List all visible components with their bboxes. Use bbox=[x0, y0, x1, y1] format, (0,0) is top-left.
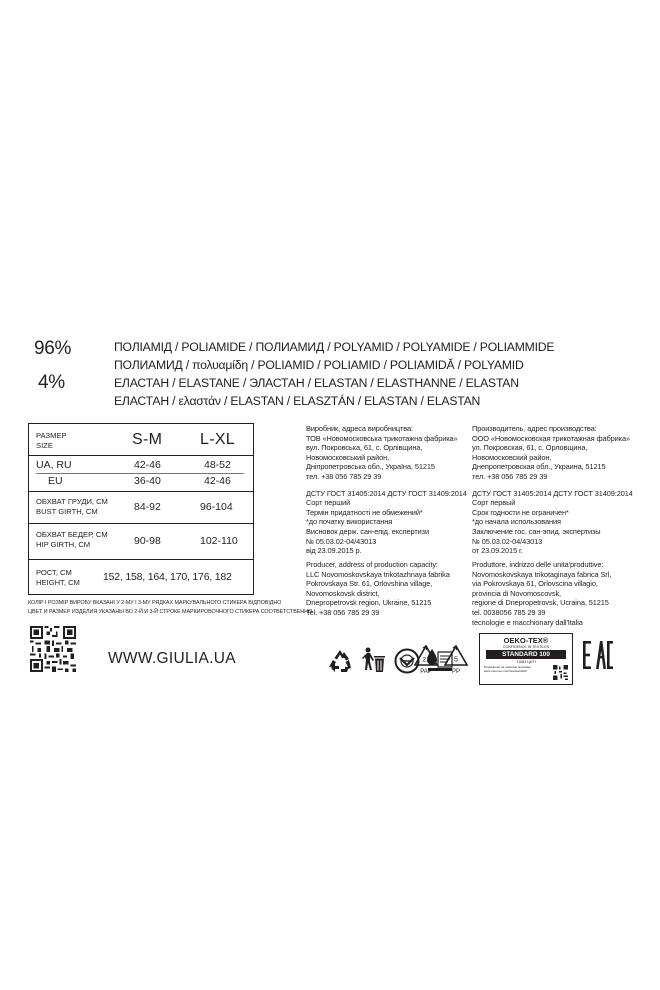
hip-label-ru: ОБХВАТ БЕДЕР, СМ bbox=[36, 530, 108, 539]
height-label-en: HEIGHT, СМ bbox=[36, 578, 80, 587]
producer-it-line: provincia di Novomoscovsk, bbox=[472, 588, 561, 598]
producer-info-en bbox=[306, 560, 481, 618]
bust-value-2: 96-104 bbox=[200, 501, 233, 513]
producer-info-ua bbox=[306, 424, 481, 556]
oeko-tex-number: 71683 ЦНТІ bbox=[516, 660, 536, 664]
size-col-l-xl: L-XL bbox=[200, 431, 235, 448]
ua-ru-value-2: 48-52 bbox=[204, 459, 231, 471]
producer-ru-line: Новомосковский район, bbox=[472, 452, 552, 462]
elastane-percent: 4% bbox=[38, 372, 65, 393]
producer-ua-line: Виробник, адреса виробництва: bbox=[306, 424, 414, 433]
producer-ru-line: Срок годности не ограничен* bbox=[472, 507, 569, 517]
producer-ua-line: Новомосковський район, bbox=[306, 452, 390, 462]
producer-en-line: Producer, address of production capacity: bbox=[306, 560, 438, 569]
producer-ua-line: № 05.03.02-04/43013 bbox=[306, 536, 377, 546]
qr-code-icon[interactable] bbox=[30, 626, 76, 672]
producer-ua-line: Сорт перший bbox=[306, 498, 351, 508]
ua-ru-label: UA, RU bbox=[36, 459, 72, 471]
hip-label-en: HIP GIRTH, СМ bbox=[36, 540, 91, 549]
producer-en-line: Novomoskovsk district, bbox=[306, 588, 380, 598]
height-values: 152, 158, 164, 170, 176, 182 bbox=[103, 571, 232, 583]
size-header-label-en: SIZE bbox=[36, 441, 53, 450]
height-label-ru: РОСТ, СМ bbox=[36, 568, 72, 577]
elastane-names-line-1: ЕЛАСТАН / ELASTANE / ЭЛАСТАН / ELASTAN / ELASTHANNE / ELASTAN bbox=[114, 376, 519, 390]
producer-it-line: Novomoskovskaya trikotaginaya fabrica Srl, bbox=[472, 569, 612, 579]
pp-label: PP bbox=[451, 669, 461, 675]
bust-label-en: BUST GIRTH, СМ bbox=[36, 507, 98, 516]
producer-ru-line: ДСТУ ГОСТ 31405:2014 ДСТУ ГОСТ 31409:2014 bbox=[472, 488, 633, 498]
oeko-tex-tested: Перевірено на шкідливі речовини www.oeko-tex.com/standard100 bbox=[484, 665, 531, 673]
eu-value-2: 42-46 bbox=[204, 475, 231, 487]
eu-value-1: 36-40 bbox=[134, 475, 161, 487]
divider bbox=[28, 455, 254, 456]
oeko-tex-standard: STANDARD 100 bbox=[486, 650, 566, 659]
recycling-pap-icon bbox=[413, 645, 439, 675]
producer-ru-line: Днепропетровская обл., Украина, 51215 bbox=[472, 462, 606, 472]
oeko-tex-title: OEKO-TEX® bbox=[503, 636, 549, 645]
producer-it-line: Produttore, indrizzo delle unita'produttive: bbox=[472, 560, 604, 569]
size-table bbox=[28, 423, 254, 593]
producer-ru-line: Заключение гос. сан-эпид. экспертизы bbox=[472, 526, 601, 536]
recycling-pp-icon bbox=[443, 645, 469, 675]
producer-en-line: LLC Novomoskovskaya trikotazhnaya fabrika bbox=[306, 569, 450, 579]
table-note-ua: КОЛІР І РОЗМІР ВИРОБУ ВКАЗАНІ У 2-МУ І 3-МУ РЯДКАХ МАРКУВАЛЬНОГО СТИКЕРА ВІДПОВІДНО bbox=[28, 600, 282, 606]
polyamide-names-line-2: ПОЛИАМИД / πολυαμίδη / POLIAMID / POLIAMID / POLIAMIDĂ / POLYAMID bbox=[114, 358, 524, 372]
producer-ua-line: *до початку використання bbox=[306, 517, 393, 527]
producer-ua-line: Термін придатності не обмежений* bbox=[306, 507, 423, 517]
website-link[interactable]: WWW.GIULIA.UA bbox=[108, 650, 236, 667]
hip-value-1: 90-98 bbox=[134, 535, 161, 547]
bust-label-ru: ОБХВАТ ГРУДИ, СМ bbox=[36, 497, 108, 506]
pp-code: 5 bbox=[454, 656, 458, 664]
producer-ru-line: ул. Покровская, 61, с. Орловщина, bbox=[472, 443, 588, 453]
bust-value-1: 84-92 bbox=[134, 501, 161, 513]
producer-ru-line: ООО «Новомосковская трикотажная фабрика» bbox=[472, 433, 630, 443]
producer-ua-line: від 23.09.2015 р. bbox=[306, 546, 362, 556]
oeko-tex-label bbox=[479, 633, 573, 685]
producer-info-it bbox=[472, 560, 647, 627]
recycle-icon bbox=[327, 648, 353, 674]
producer-it-line: regione di Dnepropetrovsk, Ucraina, 51215 bbox=[472, 598, 609, 608]
eu-label: EU bbox=[48, 475, 63, 487]
divider bbox=[36, 473, 244, 474]
oeko-tex-qr-icon bbox=[553, 665, 568, 680]
elastane-names-line-2: ЕЛАСТАН / ελαστάν / ELASTAN / ELASZTÁN / ELASTAN / ELASTAN bbox=[114, 394, 481, 408]
producer-en-line: Pokrovskaya Str. 61, Orlovshina village, bbox=[306, 579, 433, 589]
producer-en-line: Tel. +38 056 785 29 39 bbox=[306, 607, 380, 617]
producer-ru-line: тел. +38 056 785 29 39 bbox=[472, 471, 548, 481]
divider bbox=[28, 559, 254, 560]
producer-it-line: tecnologie e macchionary dall'Italia bbox=[472, 617, 583, 627]
producer-it-line: tel. 0038056 785 29 39 bbox=[472, 607, 546, 617]
producer-ru-line: *до начала использования bbox=[472, 517, 561, 527]
producer-ru-line: Сорт первый bbox=[472, 498, 516, 508]
eac-mark-icon bbox=[583, 641, 613, 669]
producer-info-ru bbox=[472, 424, 647, 556]
producer-ua-line: ТОВ «Новомосковська трикотажна фабрика» bbox=[306, 433, 458, 443]
pap-label: PAP bbox=[420, 669, 432, 675]
producer-ua-line: Дніпропетровська обл., Україна, 51215 bbox=[306, 462, 435, 472]
producer-it-line: via Pokrovskaya 61, Orlovscina villagio, bbox=[472, 579, 598, 589]
hip-value-2: 102-110 bbox=[200, 535, 238, 547]
producer-ru-line: от 23.09.2015 г. bbox=[472, 546, 523, 556]
producer-ru-line: № 05.03.02-04/43013 bbox=[472, 536, 543, 546]
size-header-label-ru: РАЗМЕР bbox=[36, 431, 67, 440]
table-note-ru: ЦВЕТ И РАЗМЕР ИЗДЕЛИЯ УКАЗАНЫ ВО 2-Й И 3-Й СТРОКЕ МАРКИРОВОЧНОГО СТИКЕРА СООТВЕТСТВЕННО bbox=[28, 609, 313, 615]
producer-en-line: Dnepropetrovsk region, Ukraine, 51215 bbox=[306, 598, 432, 608]
producer-ua-line: вул. Покровська, 61, с. Орлівщина, bbox=[306, 443, 423, 453]
producer-ua-line: тел. +38 056 785 29 39 bbox=[306, 471, 382, 481]
oeko-tex-subtitle: CONFIDENCE IN TEXTILES bbox=[502, 645, 550, 649]
ua-ru-value-1: 42-46 bbox=[134, 459, 161, 471]
producer-ru-line: Производитель, адрес производства: bbox=[472, 424, 597, 433]
producer-ua-line: ДСТУ ГОСТ 31405:2014 ДСТУ ГОСТ 31409:2014 bbox=[306, 488, 467, 498]
divider bbox=[28, 523, 254, 524]
size-col-s-m: S-M bbox=[132, 431, 163, 448]
polyamide-names-line-1: ПОЛІАМІД / POLIAMIDE / ПОЛИАМИД / POLYAMID / POLYAMIDE / POLIAMMIDE bbox=[114, 340, 555, 354]
producer-ua-line: Висновок держ. сан-епід. експертизи bbox=[306, 526, 430, 536]
divider bbox=[28, 491, 254, 492]
pap-code: 21 bbox=[422, 656, 430, 664]
polyamide-percent: 96% bbox=[34, 338, 72, 359]
dispose-in-bin-icon bbox=[361, 646, 387, 674]
